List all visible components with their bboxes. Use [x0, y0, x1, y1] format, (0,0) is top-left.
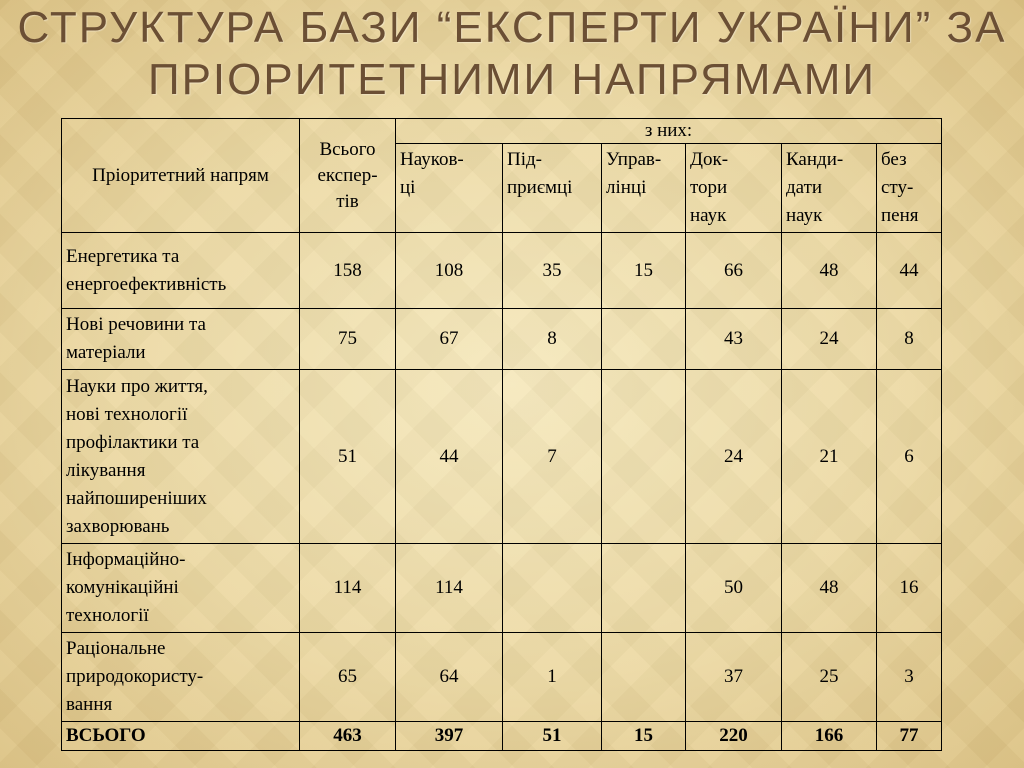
row-name: Енергетика та енергоефективність — [62, 233, 300, 309]
cell-entrepreneurs: 8 — [503, 309, 602, 370]
slide-title — [0, 2, 1024, 106]
row-name: Нові речовини та матеріали — [62, 309, 300, 370]
header-entrepreneurs: Під- приємці — [503, 144, 602, 233]
cell-total: 75 — [300, 309, 396, 370]
cell-managers — [602, 633, 686, 722]
cell-entrepreneurs — [503, 544, 602, 633]
cell-candidates: 21 — [782, 370, 877, 544]
header-doctors: Док- тори наук — [686, 144, 782, 233]
cell-doctors: 24 — [686, 370, 782, 544]
row-name: Раціональне природокористу- вання — [62, 633, 300, 722]
header-managers: Управ- лінці — [602, 144, 686, 233]
cell-scientists: 108 — [396, 233, 503, 309]
cell-total: 114 — [300, 544, 396, 633]
slide-title-line-2: ПРІОРИТЕТНИМИ НАПРЯМАМИ — [147, 55, 877, 104]
header-candidates: Канди- дати наук — [782, 144, 877, 233]
cell-no-degree: 3 — [877, 633, 942, 722]
cell-doctors: 220 — [686, 722, 782, 751]
cell-doctors: 43 — [686, 309, 782, 370]
header-row-1 — [62, 119, 942, 144]
total-row — [62, 722, 942, 751]
row-name: Інформаційно- комунікаційні технології — [62, 544, 300, 633]
table-row — [62, 233, 942, 309]
cell-entrepreneurs: 7 — [503, 370, 602, 544]
table-row — [62, 633, 942, 722]
cell-doctors: 50 — [686, 544, 782, 633]
cell-total: 158 — [300, 233, 396, 309]
cell-no-degree: 16 — [877, 544, 942, 633]
cell-no-degree: 6 — [877, 370, 942, 544]
table-row — [62, 309, 942, 370]
cell-no-degree: 44 — [877, 233, 942, 309]
header-total: Всього експер- тів — [300, 119, 396, 233]
total-row-label: ВСЬОГО — [62, 722, 300, 751]
cell-scientists: 44 — [396, 370, 503, 544]
cell-candidates: 166 — [782, 722, 877, 751]
cell-managers — [602, 544, 686, 633]
cell-candidates: 25 — [782, 633, 877, 722]
cell-no-degree: 77 — [877, 722, 942, 751]
slide-title-line-1: СТРУКТУРА БАЗИ “ЕКСПЕРТИ УКРАЇНИ” ЗА — [17, 3, 1007, 52]
cell-total: 463 — [300, 722, 396, 751]
cell-total: 51 — [300, 370, 396, 544]
header-scientists: Науков- ці — [396, 144, 503, 233]
cell-scientists: 397 — [396, 722, 503, 751]
header-of-them: з них: — [396, 119, 942, 144]
cell-scientists: 64 — [396, 633, 503, 722]
row-name: Науки про життя, нові технології профілактики та лікування найпоширеніших захворювань — [62, 370, 300, 544]
cell-doctors: 37 — [686, 633, 782, 722]
cell-candidates: 48 — [782, 544, 877, 633]
table-row — [62, 370, 942, 544]
experts-table — [61, 118, 942, 751]
cell-entrepreneurs: 1 — [503, 633, 602, 722]
cell-managers — [602, 370, 686, 544]
cell-scientists: 114 — [396, 544, 503, 633]
cell-entrepreneurs: 35 — [503, 233, 602, 309]
cell-entrepreneurs: 51 — [503, 722, 602, 751]
cell-total: 65 — [300, 633, 396, 722]
cell-no-degree: 8 — [877, 309, 942, 370]
cell-scientists: 67 — [396, 309, 503, 370]
header-no-degree: без сту- пеня — [877, 144, 942, 233]
table-row — [62, 544, 942, 633]
cell-managers: 15 — [602, 722, 686, 751]
cell-candidates: 24 — [782, 309, 877, 370]
cell-doctors: 66 — [686, 233, 782, 309]
header-direction: Пріоритетний напрям — [62, 119, 300, 233]
cell-managers: 15 — [602, 233, 686, 309]
cell-candidates: 48 — [782, 233, 877, 309]
cell-managers — [602, 309, 686, 370]
